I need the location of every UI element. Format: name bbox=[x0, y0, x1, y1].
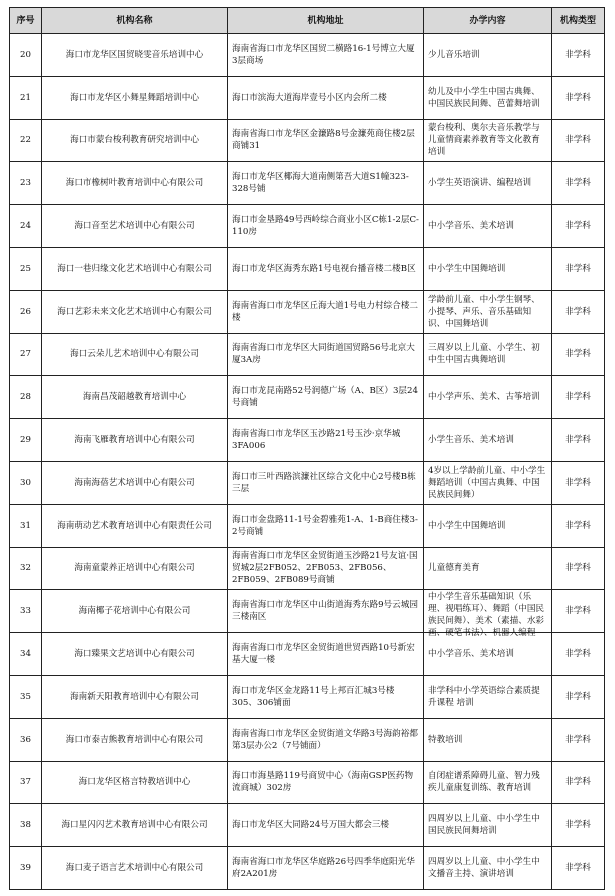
cell-name-text: 海南新天阳教育培训中心有限公司 bbox=[70, 691, 199, 702]
table-row bbox=[10, 76, 605, 119]
cell-address bbox=[228, 761, 424, 804]
table-row bbox=[10, 590, 605, 633]
cell-content bbox=[424, 847, 552, 890]
cell-content bbox=[424, 804, 552, 847]
cell-name-text: 海口市泰吉熊教育培训中心有限公司 bbox=[65, 734, 204, 745]
cell-content bbox=[424, 333, 552, 376]
cell-content bbox=[424, 76, 552, 119]
cell-content-text: 小学生音乐、美术培训 bbox=[428, 435, 514, 446]
cell-content bbox=[424, 34, 552, 77]
table-row bbox=[10, 162, 605, 205]
cell-address-text: 海口市滨海大道海岸壹号小区内会所二楼 bbox=[232, 92, 387, 103]
cell-no bbox=[10, 76, 42, 119]
cell-name bbox=[42, 504, 228, 547]
cell-content bbox=[424, 205, 552, 248]
cell-content-text: 中小学声乐、美术、古筝培训 bbox=[428, 392, 540, 403]
cell-type bbox=[552, 247, 605, 290]
cell-name bbox=[42, 761, 228, 804]
cell-type-text: 非学科 bbox=[565, 135, 591, 146]
table-row bbox=[10, 119, 605, 162]
cell-content-text: 三周岁以上儿童、小学生、初中生中国古典舞培训 bbox=[428, 343, 540, 366]
table-body bbox=[10, 34, 605, 890]
cell-type-text: 非学科 bbox=[565, 221, 591, 232]
cell-name bbox=[42, 461, 228, 504]
cell-no bbox=[10, 119, 42, 162]
cell-type-text: 非学科 bbox=[565, 563, 591, 574]
cell-type-text: 非学科 bbox=[565, 306, 591, 317]
cell-no bbox=[10, 761, 42, 804]
cell-no-text: 33 bbox=[20, 606, 31, 617]
cell-address-text: 海口市龙华区大同路24号万国大都会三楼 bbox=[232, 820, 390, 831]
cell-type bbox=[552, 504, 605, 547]
cell-no bbox=[10, 633, 42, 676]
cell-content-text: 蒙台梭利、奥尔夫音乐教学与儿童情商素养教育等文化教育培训 bbox=[428, 123, 540, 158]
cell-address-text: 海南省海口市龙华区金贸街道文华路3号海韵裕都第3层办公2（7号铺面） bbox=[232, 728, 418, 751]
cell-name bbox=[42, 633, 228, 676]
cell-no bbox=[10, 675, 42, 718]
cell-content-text: 中小学音乐、美术培训 bbox=[428, 649, 514, 660]
cell-content bbox=[424, 162, 552, 205]
cell-type-text: 非学科 bbox=[565, 606, 591, 617]
cell-no bbox=[10, 205, 42, 248]
cell-type bbox=[552, 76, 605, 119]
cell-type bbox=[552, 119, 605, 162]
cell-name bbox=[42, 376, 228, 419]
cell-no-text: 20 bbox=[20, 49, 31, 60]
cell-address bbox=[228, 119, 424, 162]
cell-address-text: 海口市龙华区金龙路11号上邦百汇城3号楼305、306铺面 bbox=[232, 685, 395, 708]
cell-type bbox=[552, 718, 605, 761]
cell-name-text: 海口云朵儿艺术培训中心有限公司 bbox=[70, 349, 199, 360]
cell-no bbox=[10, 847, 42, 890]
cell-address-text: 海口市龙昆南路52号润德广场（A、B区）3层24号商铺 bbox=[232, 386, 418, 409]
cell-no-text: 21 bbox=[20, 92, 31, 103]
cell-address-text: 海口市龙华区椰海大道南侧第吾大道S1幢323-328号铺 bbox=[232, 172, 409, 195]
cell-content bbox=[424, 590, 552, 639]
cell-type bbox=[552, 290, 605, 333]
cell-type bbox=[552, 547, 605, 590]
cell-no bbox=[10, 34, 42, 77]
cell-name bbox=[42, 290, 228, 333]
cell-name bbox=[42, 119, 228, 162]
cell-no-text: 38 bbox=[20, 820, 31, 831]
cell-content-text: 非学科中小学英语综合素质提升课程 培训 bbox=[428, 685, 540, 708]
cell-content-text: 四周岁以上儿童、中小学生中国民族民间舞培训 bbox=[428, 814, 540, 837]
cell-name-text: 海口一巷归缘文化艺术培训中心有限公司 bbox=[57, 263, 212, 274]
cell-address-text: 海南省海口市龙华区国贸二横路16-1号博立大厦3层商场 bbox=[232, 43, 415, 66]
cell-name bbox=[42, 804, 228, 847]
cell-name bbox=[42, 847, 228, 890]
cell-address-text: 海口市龙华区海秀东路1号电视台播音楼二楼B区 bbox=[232, 263, 416, 274]
cell-address bbox=[228, 419, 424, 462]
cell-content-text: 中小学生中国舞培训 bbox=[428, 520, 506, 531]
cell-content-text: 自闭症谱系障碍儿童、智力残疾儿童康复训练、教育培训 bbox=[428, 771, 540, 794]
cell-type bbox=[552, 333, 605, 376]
cell-content bbox=[424, 718, 552, 761]
cell-content bbox=[424, 290, 552, 333]
table-row bbox=[10, 205, 605, 248]
cell-name bbox=[42, 675, 228, 718]
cell-type-text: 非学科 bbox=[565, 477, 591, 488]
cell-type-text: 非学科 bbox=[565, 863, 591, 874]
cell-no bbox=[10, 547, 42, 590]
cell-content-text: 幼儿及中小学生中国古典舞、中国民族民间舞、芭蕾舞培训 bbox=[428, 86, 540, 109]
cell-content-text: 特教培训 bbox=[428, 734, 463, 745]
cell-type bbox=[552, 461, 605, 504]
cell-no-text: 30 bbox=[20, 477, 31, 488]
cell-address bbox=[228, 718, 424, 761]
cell-no bbox=[10, 461, 42, 504]
cell-name-text: 海南童蒙养正培训中心有限公司 bbox=[74, 563, 195, 574]
cell-type-text: 非学科 bbox=[565, 820, 591, 831]
cell-content-text: 4岁以上学龄前儿童、中小学生舞蹈培训（中国古典舞、中国民族民间舞） bbox=[428, 465, 546, 500]
cell-type bbox=[552, 162, 605, 205]
table-row bbox=[10, 34, 605, 77]
cell-name-text: 海口臻果文艺培训中心有限公司 bbox=[74, 649, 195, 660]
cell-content-text: 中小学生音乐基础知识（乐理、视唱练耳）、舞蹈（中国民族民间舞）、美术（素描、水彩画、硬笔书法）、机器人编程 bbox=[428, 592, 545, 639]
cell-type-text: 非学科 bbox=[565, 435, 591, 446]
cell-no-text: 23 bbox=[20, 178, 31, 189]
cell-name-text: 海口市龙华区国贸晓雯音乐培训中心 bbox=[65, 49, 204, 60]
cell-address bbox=[228, 847, 424, 890]
cell-type-text: 非学科 bbox=[565, 520, 591, 531]
cell-address bbox=[228, 804, 424, 847]
table-row bbox=[10, 547, 605, 590]
cell-no-text: 27 bbox=[20, 349, 31, 360]
cell-content bbox=[424, 247, 552, 290]
cell-content bbox=[424, 419, 552, 462]
cell-content-text: 少儿音乐培训 bbox=[428, 49, 480, 60]
cell-name bbox=[42, 205, 228, 248]
cell-address bbox=[228, 34, 424, 77]
cell-type bbox=[552, 205, 605, 248]
cell-no-text: 34 bbox=[20, 649, 31, 660]
cell-type-text: 非学科 bbox=[565, 49, 591, 60]
table-row bbox=[10, 761, 605, 804]
cell-address bbox=[228, 504, 424, 547]
cell-no-text: 22 bbox=[20, 135, 31, 146]
cell-type bbox=[552, 804, 605, 847]
cell-no-text: 37 bbox=[20, 777, 31, 788]
header-content: 办学内容 bbox=[424, 8, 552, 34]
cell-content bbox=[424, 761, 552, 804]
cell-type bbox=[552, 633, 605, 676]
cell-name bbox=[42, 333, 228, 376]
cell-content-text: 小学生英语演讲、编程培训 bbox=[428, 178, 532, 189]
cell-address bbox=[228, 290, 424, 333]
cell-name bbox=[42, 590, 228, 633]
cell-address-text: 海南省海口市龙华区丘海大道1号电力村综合楼二楼 bbox=[232, 300, 418, 323]
cell-address-text: 海口市海垦路119号商贸中心（海南GSP医药物流商城）302房 bbox=[232, 771, 414, 794]
cell-name bbox=[42, 34, 228, 77]
cell-name-text: 海口市橡树叶教育培训中心有限公司 bbox=[65, 178, 204, 189]
cell-type-text: 非学科 bbox=[565, 392, 591, 403]
cell-type bbox=[552, 419, 605, 462]
cell-name bbox=[42, 247, 228, 290]
cell-type-text: 非学科 bbox=[565, 649, 591, 660]
cell-content-text: 中小学生中国舞培训 bbox=[428, 263, 506, 274]
cell-no-text: 24 bbox=[20, 221, 31, 232]
header-name: 机构名称 bbox=[42, 8, 228, 34]
cell-type bbox=[552, 34, 605, 77]
cell-no-text: 36 bbox=[20, 734, 31, 745]
cell-content bbox=[424, 547, 552, 590]
cell-name-text: 海南萌动艺术教育培训中心有限责任公司 bbox=[57, 520, 212, 531]
table-row bbox=[10, 718, 605, 761]
cell-address bbox=[228, 547, 424, 590]
table-row bbox=[10, 419, 605, 462]
cell-no bbox=[10, 504, 42, 547]
cell-content bbox=[424, 675, 552, 718]
cell-no-text: 31 bbox=[20, 520, 31, 531]
cell-no-text: 32 bbox=[20, 563, 31, 574]
cell-no-text: 35 bbox=[20, 691, 31, 702]
cell-no-text: 25 bbox=[20, 263, 31, 274]
cell-no bbox=[10, 376, 42, 419]
cell-address-text: 海口市金垦路49号西岭综合商业小区C栋1-2层C-110房 bbox=[232, 215, 419, 238]
cell-address bbox=[228, 333, 424, 376]
cell-type-text: 非学科 bbox=[565, 349, 591, 360]
cell-no bbox=[10, 419, 42, 462]
cell-name bbox=[42, 718, 228, 761]
cell-content-text: 四周岁以上儿童、中小学生中文播音主持、演讲培训 bbox=[428, 857, 540, 880]
cell-name-text: 海口星闪闪艺术教育培训中心有限公司 bbox=[61, 820, 208, 831]
cell-type bbox=[552, 761, 605, 804]
cell-name bbox=[42, 419, 228, 462]
cell-type bbox=[552, 590, 605, 633]
cell-address bbox=[228, 376, 424, 419]
cell-address bbox=[228, 162, 424, 205]
cell-address-text: 海口市金盘路11-1号金碧雅苑1-A、1-B商住楼3-2号商铺 bbox=[232, 514, 418, 537]
cell-content-text: 儿童德育美育 bbox=[428, 563, 480, 574]
cell-content bbox=[424, 119, 552, 162]
cell-address bbox=[228, 590, 424, 633]
cell-type-text: 非学科 bbox=[565, 92, 591, 103]
cell-no bbox=[10, 804, 42, 847]
cell-name-text: 海口市蒙台梭利教育研究培训中心 bbox=[70, 135, 199, 146]
cell-no bbox=[10, 718, 42, 761]
table-row bbox=[10, 290, 605, 333]
table-row bbox=[10, 847, 605, 890]
cell-no bbox=[10, 290, 42, 333]
cell-name-text: 海南海蓓艺术培训中心有限公司 bbox=[74, 477, 195, 488]
cell-address bbox=[228, 76, 424, 119]
cell-type-text: 非学科 bbox=[565, 777, 591, 788]
cell-address bbox=[228, 247, 424, 290]
cell-type-text: 非学科 bbox=[565, 734, 591, 745]
cell-no-text: 39 bbox=[20, 863, 31, 874]
institution-table bbox=[9, 7, 605, 890]
cell-name-text: 海口艺彩未来文化艺术培训中心有限公司 bbox=[57, 306, 212, 317]
cell-name-text: 海口龙华区格言特教培训中心 bbox=[78, 777, 191, 788]
cell-name-text: 海口麦子语言艺术培训中心有限公司 bbox=[65, 863, 204, 874]
document-page bbox=[9, 7, 604, 890]
cell-name bbox=[42, 162, 228, 205]
table-row bbox=[10, 333, 605, 376]
cell-address-text: 海南省海口市龙华区金贸街道世贸西路10号新宏基大厦一楼 bbox=[232, 643, 415, 666]
table-row bbox=[10, 504, 605, 547]
cell-content-text: 学龄前儿童、中小学生钢琴、小提琴、声乐、音乐基础知识、中国舞培训 bbox=[428, 294, 540, 329]
cell-no-text: 26 bbox=[20, 306, 31, 317]
cell-type-text: 非学科 bbox=[565, 178, 591, 189]
header-address: 机构地址 bbox=[228, 8, 424, 34]
cell-address-text: 海南省海口市龙华区玉沙路21号玉沙·京华城3FA006 bbox=[232, 429, 401, 452]
header-row bbox=[10, 8, 605, 34]
cell-address bbox=[228, 461, 424, 504]
cell-no-text: 28 bbox=[20, 392, 31, 403]
cell-no bbox=[10, 247, 42, 290]
cell-name-text: 海口市龙华区小舞星舞蹈培训中心 bbox=[70, 92, 199, 103]
cell-type-text: 非学科 bbox=[565, 263, 591, 274]
cell-name-text: 海南昌茂韶越教育培训中心 bbox=[82, 392, 187, 403]
cell-no bbox=[10, 590, 42, 633]
cell-no bbox=[10, 333, 42, 376]
cell-address-text: 海南省海口市龙华区金濂路8号金濂苑商住楼2层商铺31 bbox=[232, 129, 415, 152]
cell-no bbox=[10, 162, 42, 205]
cell-address-text: 海南省海口市龙华区华庭路26号四季华庭阳光华府2A201房 bbox=[232, 857, 415, 880]
cell-content bbox=[424, 504, 552, 547]
table-row bbox=[10, 675, 605, 718]
cell-type bbox=[552, 847, 605, 890]
cell-content bbox=[424, 461, 552, 504]
cell-address-text: 海南省海口市龙华区中山街道海秀东路9号云城园三楼南区 bbox=[232, 600, 418, 623]
header-no: 序号 bbox=[10, 8, 42, 34]
cell-type bbox=[552, 376, 605, 419]
cell-type bbox=[552, 675, 605, 718]
cell-address bbox=[228, 675, 424, 718]
cell-name bbox=[42, 76, 228, 119]
cell-address-text: 海口市三叶西路滨濂社区综合文化中心2号楼B栋三层 bbox=[232, 471, 416, 494]
header-type: 机构类型 bbox=[552, 8, 605, 34]
cell-address bbox=[228, 205, 424, 248]
table-row bbox=[10, 461, 605, 504]
cell-no-text: 29 bbox=[20, 435, 31, 446]
cell-name bbox=[42, 547, 228, 590]
cell-content bbox=[424, 376, 552, 419]
table-row bbox=[10, 247, 605, 290]
cell-name-text: 海口音至艺术培训中心有限公司 bbox=[74, 221, 195, 232]
cell-type-text: 非学科 bbox=[565, 691, 591, 702]
cell-content-text: 中小学音乐、美术培训 bbox=[428, 221, 514, 232]
cell-name-text: 海南飞雁教育培训中心有限公司 bbox=[74, 435, 195, 446]
cell-address-text: 海南省海口市龙华区大同街道国贸路56号北京大厦3A房 bbox=[232, 343, 415, 366]
table-row bbox=[10, 376, 605, 419]
cell-address bbox=[228, 633, 424, 676]
cell-address-text: 海南省海口市龙华区金贸街道玉沙路21号友谊·国贸城2层2FB052、2FB053、2FB056、2FB059、2FB089号商铺 bbox=[232, 551, 418, 586]
cell-name-text: 海南椰子花培训中心有限公司 bbox=[78, 606, 191, 617]
table-row bbox=[10, 804, 605, 847]
